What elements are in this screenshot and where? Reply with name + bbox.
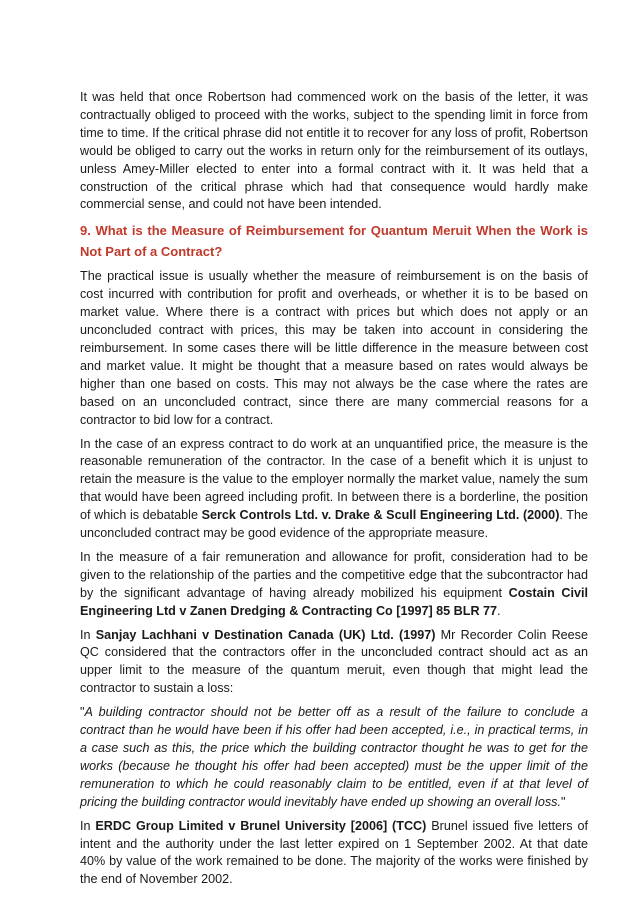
text-run: In the measure of a fair remuneration and allowance for profit, consideration had to be given to the relationship of the parties and the competitive edge that the subcontractor had by the significant advantage of having already mobilized his equipment: [80, 549, 588, 600]
text-run: In: [80, 818, 96, 833]
quote-text: A building contractor should not be better off as a result of the failure to conclude a contract than he would have been if his offer had been accepted, i.e., in practical terms, in a case such as this, the price which the building contractor thought he was to get for the works (because he thought his offer had been accepted) must be the upper limit of the remuneration to which he could reasonably claim to be entitled, even if at that level of pricing the building contractor would inevitably have ended up showing an overall loss.: [80, 705, 588, 809]
quote-open-mark: ": [80, 705, 85, 720]
case-citation-sanjay-lachhani: Sanjay Lachhani v Destination Canada (UK) Ltd. (1997): [95, 627, 436, 642]
text-run: . The unconcluded contract may be good evidence of the appropriate measure.: [80, 508, 588, 541]
paragraph-erdc: [80, 818, 588, 890]
paragraph-express-contract: [80, 436, 588, 543]
text-run: In the case of an express contract to do work at an unquantified price, the measure is the reasonable remuneration of the contractor. In the case of a benefit which it is unjust to retain the measure is the value to the employer normally the market value, namely the sum that would have been agreed including profit. In between there is a borderline, the position of which is debatable: [80, 436, 588, 523]
text-run: In: [80, 627, 96, 642]
case-citation-serck: Serck Controls Ltd. v. Drake & Scull Engineering Ltd. (2000): [201, 508, 560, 523]
quote-close-mark: ": [560, 794, 566, 809]
paragraph-fair-remuneration: [80, 549, 588, 621]
document-page: [80, 89, 588, 895]
text-run: Mr Recorder Colin Reese QC considered that the contractors offer in the unconcluded contract should act as an upper limit to the measure of the quantum meruit, even though that might lead the contractor to sustain a loss:: [80, 627, 588, 696]
paragraph-robertson: It was held that once Robertson had commenced work on the basis of the letter, it was contractually obliged to proceed with the works, subject to the spending limit in force from time to time. If the critical phrase did not entitle it to recover for any loss of profit, Robertson would be obliged to carry out the works in return only for the reimbursement of its outlays, unless Amey-Miller elected to enter into a formal contract with it. It was held that a construction of the critical phrase which had that consequence would hardly make commercial sense, and could not have been intended.: [80, 90, 588, 212]
paragraph-sanjay-lachhani: [80, 627, 588, 699]
text-run: Brunel issued five letters of intent and the authority under the last letter expired on 1 September 2002. At that date 40% by value of the work remained to be done. The majority of the works were finished by the end of November 2002.: [80, 818, 588, 887]
section-heading-9: 9. What is the Measure of Reimbursement for Quantum Meruit When the Work is Not Part of a Contract?: [80, 223, 588, 260]
case-citation-costain: Costain Civil Engineering Ltd v Zanen Dredging & Contracting Co [1997] 85 BLR 77: [80, 585, 588, 618]
paragraph-practical-issue: The practical issue is usually whether the measure of reimbursement is on the basis of cost incurred with contribution for profit and overheads, or whether it is to be based on market value. Where there is a contract with prices but which does not apply or an unconcluded contract with prices, this may be taken into account in considering the reimbursement. In some cases there will be little difference in the measure between cost and market value. It might be thought that a measure based on rates would always be higher than one based on costs. This may not always be the case where the rates are based on an unconcluded contract, since there are many commercial reasons for a contractor to bid low for a contract.: [80, 269, 588, 427]
text-run: .: [497, 603, 501, 618]
block-quote: [80, 704, 588, 811]
case-citation-erdc: ERDC Group Limited v Brunel University [2006] (TCC): [95, 818, 427, 833]
